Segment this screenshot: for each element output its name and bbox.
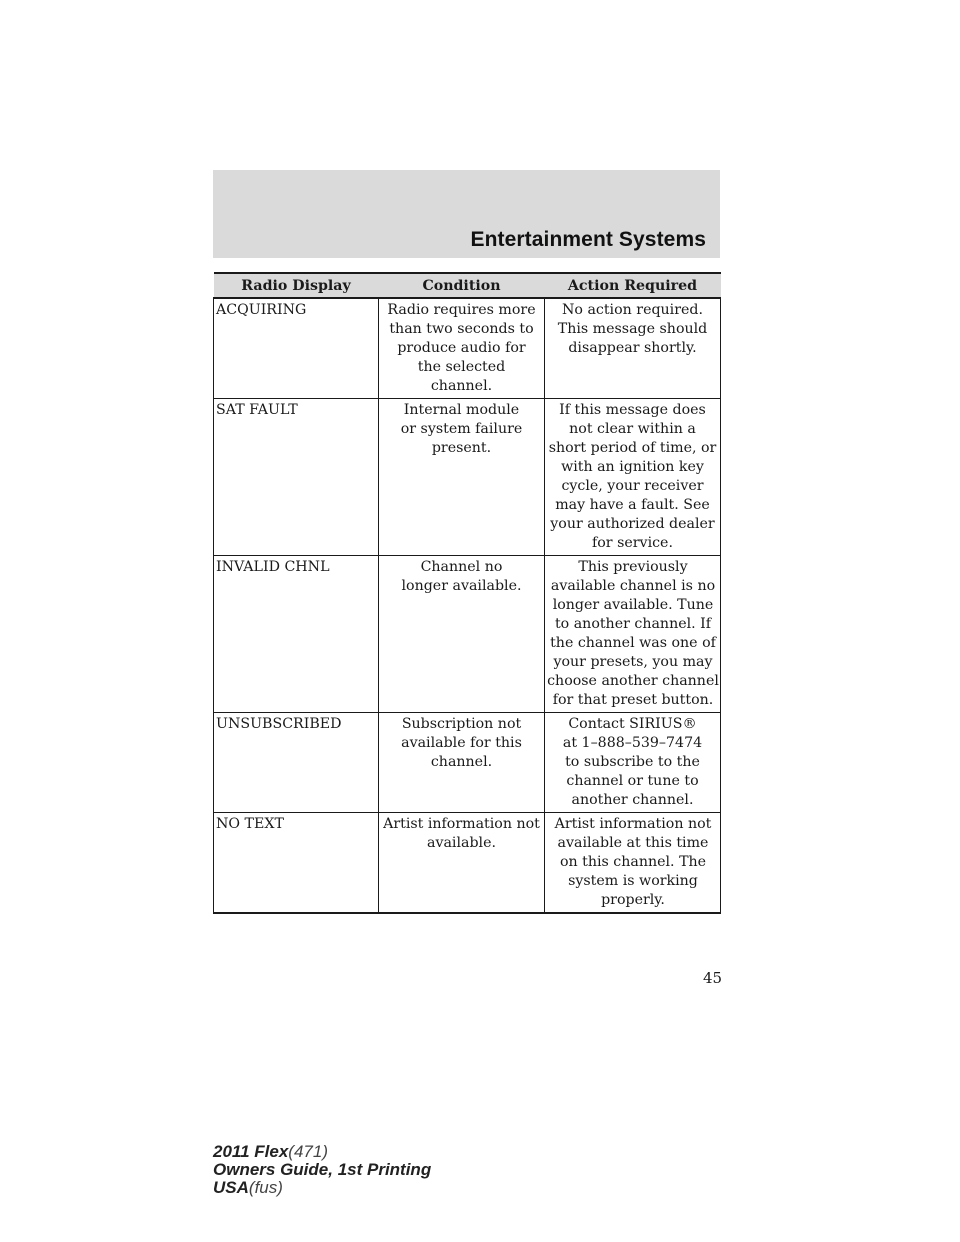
footer-line-model [213,1143,431,1161]
condition-cell [379,399,545,556]
footer-printing: Owners Guide, 1st Printing [213,1160,432,1179]
column-header-radio-display: Radio Display [214,273,379,298]
condition-cell [379,713,545,813]
footer-region-code: (fus) [248,1178,283,1197]
action-text: Contact SIRIUS® at 1–888–539–7474 to subscribe to the channel or tune to another channel. [562,716,703,808]
condition-cell [379,298,545,399]
table-header-row [214,273,721,298]
footer-line-region [213,1179,431,1197]
table-row [214,298,721,399]
condition-text: Radio requires more than two seconds to produce audio for the selected channel. [387,302,536,394]
section-title: Entertainment Systems [470,228,706,251]
action-cell [545,556,721,713]
table-row [214,713,721,813]
action-cell [545,813,721,914]
action-text: Artist information not available at this time on this channel. The system is working properly. [554,816,712,908]
footer-region: USA [213,1178,249,1197]
action-cell [545,713,721,813]
column-header-condition: Condition [379,273,545,298]
radio-display-cell: UNSUBSCRIBED [214,713,379,813]
radio-display-table [213,272,721,914]
action-text: This previously available channel is no longer available. Tune to another channel. If the channel was one of your presets, you may choose another channel for that preset button. [547,559,719,708]
footer-model-name: 2011 Flex [213,1142,289,1161]
footer-model-code: (471) [288,1142,328,1161]
condition-cell [379,813,545,914]
table-row [214,813,721,914]
condition-text: Subscription not available for this channel. [401,716,522,770]
radio-display-cell: INVALID CHNL [214,556,379,713]
condition-cell [379,556,545,713]
radio-display-table-container [213,272,720,914]
print-footer [213,1143,431,1197]
table-row [214,399,721,556]
column-header-action-required: Action Required [545,273,721,298]
condition-text: Channel no longer available. [401,559,522,594]
section-header-band [213,170,720,258]
footer-line-printing [213,1161,431,1179]
action-cell [545,399,721,556]
table-row [214,556,721,713]
action-text: No action required. This message should disappear shortly. [557,302,708,356]
radio-display-cell: SAT FAULT [214,399,379,556]
condition-text: Artist information not available. [383,816,540,851]
condition-text: Internal module or system failure present. [400,402,523,456]
action-cell [545,298,721,399]
action-text: If this message does not clear within a short period of time, or with an ignition key cycle, your receiver may have a fault. See your authorized dealer for service. [548,402,717,551]
radio-display-cell: NO TEXT [214,813,379,914]
page-number: 45 [703,969,723,987]
radio-display-cell: ACQUIRING [214,298,379,399]
